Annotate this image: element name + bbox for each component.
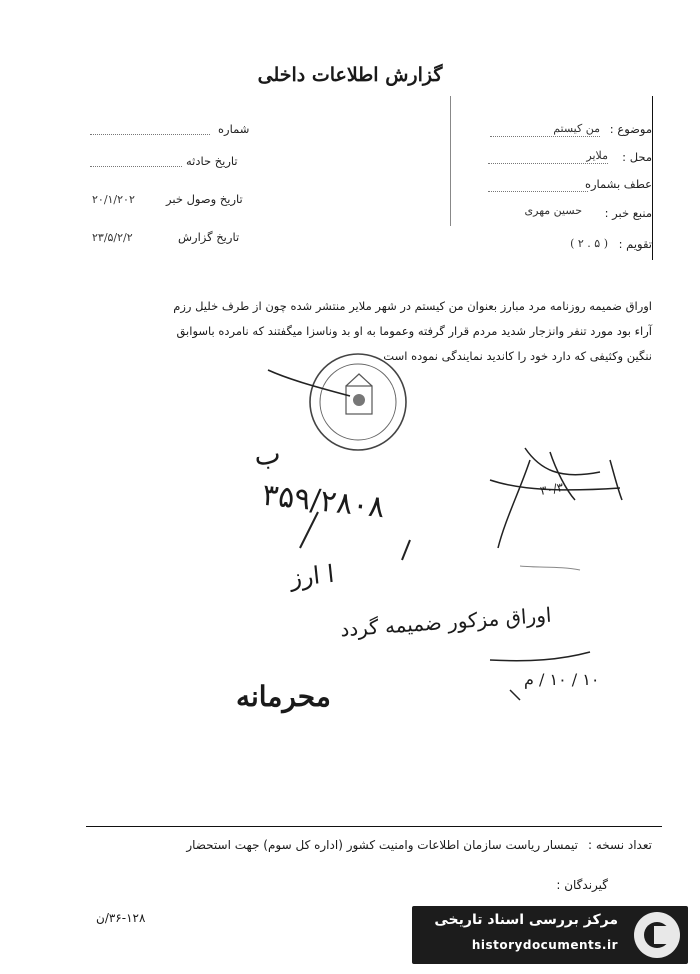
handwritten-mark-1: ب: [251, 436, 283, 473]
handwritten-note-2: ا ارز: [288, 559, 336, 593]
copies-label: تعداد نسخه :: [587, 838, 652, 852]
arrow-stroke: [268, 370, 350, 396]
signature-date: ۳۰/۳: [538, 480, 565, 498]
field-value-receipt-date: ۲۰/۱/۲۰۲: [92, 193, 135, 206]
report-line-2: آراء بود مورد تنفر وانزجار شدید مردم قرار گرفته وعموما به او بد وناسزا میگفتند که نامرده باسوابق: [176, 324, 652, 338]
report-line-1: اوراق ضمیمه روزنامه مرد مبارز بعنوان من کیستم در شهر ملایر منتشر شده چون از طرف خلیل رزم: [173, 299, 652, 313]
field-label-rating: تقویم :: [618, 237, 652, 251]
watermark-box: [412, 906, 688, 964]
field-label-reference: عطف بشماره: [584, 177, 652, 191]
field-value-report-date: ۲۳/۵/۲/۲: [92, 231, 133, 244]
document-code: ۳۶-۱۲۸/ن: [96, 911, 146, 925]
field-label-receipt-date: تاریخ وصول خبر: [166, 192, 243, 206]
field-value-rating: ( ۲ . ۵ ): [570, 237, 608, 250]
page-title: گزارش اطلاعات داخلی: [257, 64, 443, 86]
field-label-subject: موضوع :: [609, 122, 652, 136]
watermark-line-1: مرکز بررسی اسناد تاریخی: [434, 912, 618, 928]
watermark-line-2: historydocuments.ir: [471, 938, 618, 952]
seal-stamp: [310, 354, 406, 450]
handwritten-note-3: اوراق مزکور ضمیمه گردد: [339, 602, 553, 642]
classification-stamp: محرمانه: [236, 680, 331, 713]
field-label-source: منبع خبر :: [604, 206, 652, 220]
footer-divider: [86, 826, 662, 827]
field-value-subject: من کیستم: [553, 122, 600, 135]
field-label-incident-date: تاریخ حادثه: [186, 154, 238, 168]
handwritten-number: ۳۵۹/۲۸۰۸: [260, 477, 387, 526]
recipients-label: گیرندگان :: [556, 878, 608, 892]
field-label-report-date: تاریخ گزارش: [178, 230, 240, 244]
field-label-number: شماره: [218, 122, 250, 136]
signature: [490, 448, 622, 548]
handwritten-note-4: ۱۰ / ۱۰ / م: [524, 670, 600, 689]
field-value-source: حسین مهری: [524, 204, 582, 217]
report-line-3: ننگین وکثیفی که دارد خود را کاندید نمایندگی نموده است: [383, 349, 652, 363]
field-label-location: محل :: [622, 150, 652, 164]
watermark-logo-icon: [634, 912, 680, 958]
copies-value: تیمسار ریاست سازمان اطلاعات وامنیت کشور (اداره کل سوم) جهت استحضار: [186, 838, 578, 852]
field-value-location: ملایر: [586, 149, 608, 162]
